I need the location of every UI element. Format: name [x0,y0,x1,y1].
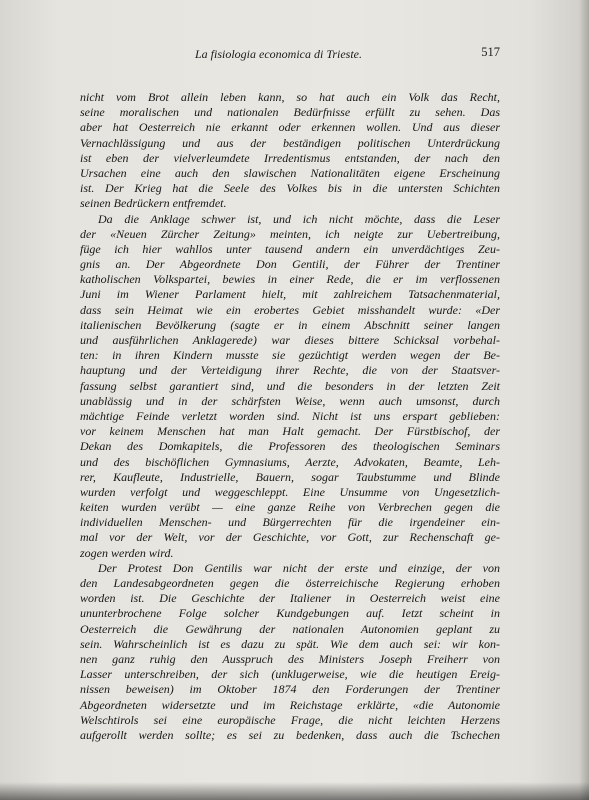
page-bottom-shadow [0,782,589,800]
text-line: gnis an. Der Abgeordnete Don Gentili, der Führer der Trentiner [80,257,500,272]
text-line: Der Protest Don Gentilis war nicht der erste und einzige, der von [98,560,500,575]
text-line: Vernachlässigung und aus der beständigen politischen Unterdrückung [80,135,500,150]
text-line: mächtige Feinde verletzt worden sind. Nicht ist uns erspart geblieben: [80,408,500,423]
text-line: Juni im Wiener Parlament hielt, mit zahlreichem Tatsachenmaterial, [80,287,500,302]
text-line: italienischen Bevölkerung (sagte er in einem Abschnitt seiner langen [80,317,500,332]
text-line: unablässig und in der schärfsten Weise, wenn auch umsonst, durch [80,393,500,408]
text-line: nen ganz ruhig den Ausspruch des Ministers Joseph Freiherr von [80,651,500,666]
text-line: vor keinem Menschen hat man Halt gemacht. Der Fürstbischof, der [80,424,500,439]
text-line: ununterbrochene Folge solcher Kundgebungen auf. Ietzt scheint in [80,606,500,621]
text-line: fassung selbst garantiert sind, und die besonders in der letzten Zeit [80,378,500,393]
body-text [80,90,500,743]
text-line: ist eben der vielverleumdete Irredentismus entstanden, der nach den [80,150,500,165]
text-line: worden ist. Die Geschichte der Italiener in Oesterreich weist eine [80,591,500,606]
text-line: Dekan des Domkapitels, die Professoren des theologischen Seminars [80,439,500,454]
text-line: wurden verfolgt und weggeschleppt. Eine Unsumme von Ungesetzlich- [80,484,500,499]
text-line: Da die Anklage schwer ist, und ich nicht möchte, dass die Leser [98,211,500,226]
text-line: rer, Kaufleute, Industrielle, Bauern, sogar Taubstumme und Blinde [80,469,500,484]
paragraph [80,212,500,561]
text-line: seinen Bedrückern entfremdet. [80,196,227,211]
text-line: und des bischöflichen Gymnasiums, Aerzte, Advokaten, Beamte, Leh- [80,454,500,469]
text-line: ist. Der Krieg hat die Seele des Volkes bis in die untersten Schichten [80,181,500,196]
page-number: 517 [481,45,500,59]
paragraph [80,90,500,212]
text-line: Lasser unterschreiben, der sich (unklugerweise, wie die heutigen Ereig- [80,667,500,682]
text-line: und ausführlichen Anklagerede) war dieses bittere Schicksal vorbehal- [80,333,500,347]
text-line: mal vor der Welt, vor der Geschichte, vor Gott, zur Rechenschaft ge- [80,530,500,545]
text-line: Ursachen eine auch den slawischen Nationalitäten eigene Erscheinung [80,165,500,180]
text-line: seine moralischen und nationalen Bedürfnisse erfüllt zu sehen. Das [80,105,500,120]
text-line: katholischen Volkspartei, bewies in einer Rede, die er im verflossenen [80,272,500,287]
paragraph [80,561,500,743]
text-line: zogen werden wird. [80,545,174,560]
text-line: den Landesabgeordneten gegen die österreichische Regierung erhoben [80,576,500,590]
text-line: sein. Wahrscheinlich ist es dazu zu spät. Wie dem auch sei: wir kon- [80,636,500,651]
text-line: individuellen Menschen- und Bürgerrechten für die irgendeiner ein- [80,515,500,530]
text-line: füge ich hier wahllos unter tausend andern ein unverdächtiges Zeu- [80,241,500,256]
running-title: La fisiologia economica di Trieste. [195,47,362,61]
text-line: nicht vom Brot allein leben kann, so hat auch ein Volk das Recht, [80,90,500,104]
text-line: Abgeordneten widersetzte und im Reichstage erklärte, «die Autonomie [80,697,500,712]
text-line: aber hat Oesterreich nie erkannt oder erkennen wollen. Und aus dieser [80,120,500,135]
text-line: Welschtirols sei eine europäische Frage, die nicht leichten Herzens [80,712,500,727]
text-line: Oesterreich die Gewährung der nationalen Autonomien geplant zu [80,621,500,636]
text-line: hauptung und der Verteidigung ihrer Rechte, die von der Staatsver- [80,363,500,378]
text-line: nissen beweisen) im Oktober 1874 den Forderungen der Trentiner [80,682,500,697]
text-line: der «Neuen Zürcher Zeitung» meinten, ich neigte zur Uebertreibung, [80,226,500,241]
running-header [80,47,500,65]
text-line: keiten wurden verübt — eine ganze Reihe von Verbrechen gegen die [80,500,500,515]
page-edge-shadow [579,0,589,800]
text-line: dass sein Heimat wie ein erobertes Gebiet misshandelt wurde: «Der [80,302,500,317]
text-line: ten: in ihren Kindern musste sie gezüchtigt werden wegen der Be- [80,348,500,363]
text-line: aufgerollt werden sollte; es sei zu bedenken, dass auch die Tschechen [80,727,500,742]
